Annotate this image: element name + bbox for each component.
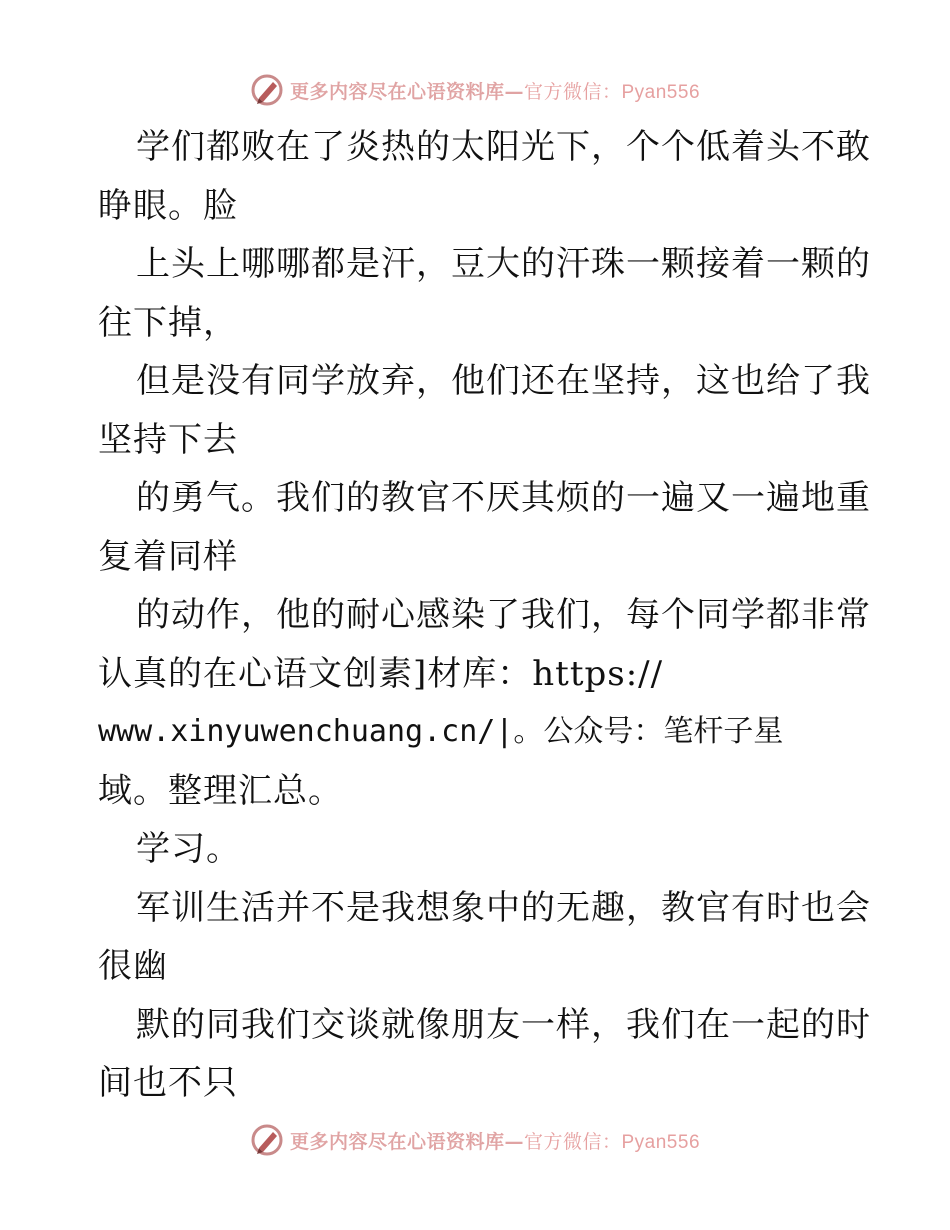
footer-banner (0, 1120, 950, 1160)
header-banner (0, 70, 950, 110)
body-line: 往下掉， (98, 302, 238, 343)
body-line: 上头上哪哪都是汗，豆大的汗珠一颗接着一颗的 (136, 244, 871, 284)
body-line: 很幽 (98, 946, 168, 986)
body-line: 域。整理汇总。 (98, 770, 343, 811)
footer-text: 更多内容尽在心语资料库—官方微信：Pyan556 (289, 1130, 701, 1153)
body-line: 坚持下去 (98, 419, 238, 460)
body-line: 的动作，他的耐心感染了我们，每个同学都非常 (136, 595, 871, 635)
pen-logo-icon (250, 1123, 284, 1157)
body-line: 军训生活并不是我想象中的无趣，教官有时也会 (136, 887, 871, 928)
body-line: 复着同样 (98, 536, 238, 577)
body-line: 学习。 (136, 829, 241, 869)
body-line-url: www.xinyuwenchuang.cn/|。公众号：笔杆子星 (98, 714, 784, 749)
body-line: 默的同我们交谈就像朋友一样，我们在一起的时 (136, 1004, 871, 1045)
body-line: 睁眼。脸 (98, 185, 238, 226)
header-text: 更多内容尽在心语资料库—官方微信：Pyan556 (289, 80, 701, 103)
body-line: 间也不只 (98, 1063, 238, 1103)
body-line: 认真的在心语文创素]材库：https:// (98, 653, 664, 694)
body-line: 但是没有同学放弃，他们还在坚持，这也给了我 (136, 361, 871, 401)
body-line: 学们都败在了炎热的太阳光下，个个低着头不敢 (136, 127, 871, 167)
pen-logo-icon (250, 73, 284, 107)
document-body (98, 118, 871, 1113)
body-line: 的勇气。我们的教官不厌其烦的一遍又一遍地重 (136, 478, 871, 518)
